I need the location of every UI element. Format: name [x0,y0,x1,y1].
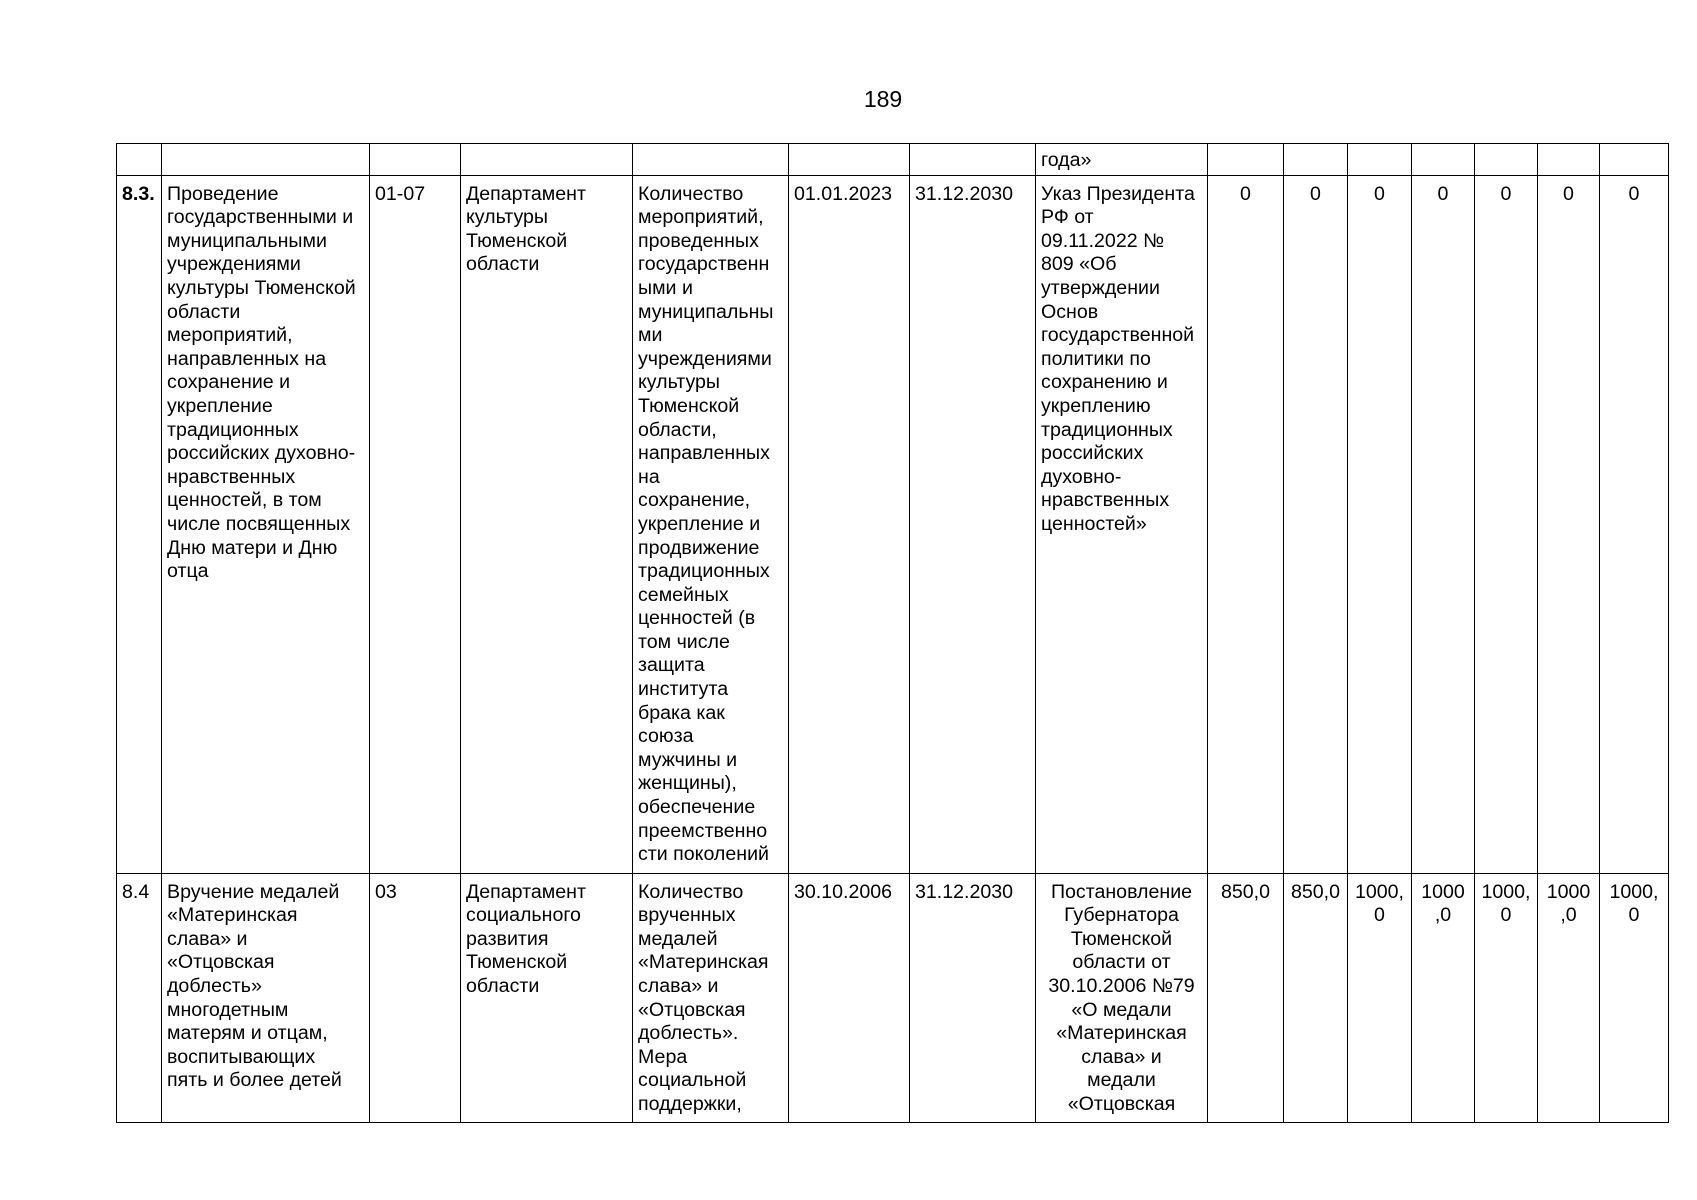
cell-indicator: Количество мероприятий, проведенных государственн ыми и муниципальны ми учреждениями культуры Тюменской области, направленных на сохранение, укрепление и продвижение традиционных семейных ценностей (в том числе защита института брака как союза мужчины и женщины), обеспечение преемственно сти поколений [633,175,789,873]
table-row-8-4 [117,873,1669,1122]
cell-value: 1000, 0 [1475,873,1538,1122]
cell-end-date: 31.12.2030 [910,873,1036,1122]
cell-start-date [789,144,910,176]
table-row-8-3 [117,175,1669,873]
cell-code [370,144,461,176]
cell-value: 0 [1412,175,1475,873]
cell-name: Проведение государственными и муниципальными учреждениями культуры Тюменской области мероприятий, направленных на сохранение и укрепление традиционных российских духовно- нравственных ценностей, в том числе посвященных Дню матери и Дню отца [162,175,370,873]
cell-value: 1000 ,0 [1538,873,1600,1122]
cell-legal-basis: года» [1036,144,1208,176]
cell-value [1208,144,1284,176]
cell-executor: Департамент культуры Тюменской области [461,175,633,873]
cell-code: 01-07 [370,175,461,873]
cell-value: 850,0 [1284,873,1348,1122]
cell-code: 03 [370,873,461,1122]
cell-value: 0 [1208,175,1284,873]
cell-value: 1000, 0 [1348,873,1412,1122]
cell-value: 1000 ,0 [1412,873,1475,1122]
cell-name [162,144,370,176]
cell-value: 0 [1475,175,1538,873]
cell-value: 0 [1348,175,1412,873]
cell-end-date [910,144,1036,176]
cell-legal-basis: Указ Президента РФ от 09.11.2022 № 809 «Об утверждении Основ государственной политики по сохранению и укреплению традиционных российских духовно- нравственных ценностей» [1036,175,1208,873]
cell-value: 0 [1284,175,1348,873]
cell-number: 8.4 [117,873,162,1122]
cell-value [1538,144,1600,176]
cell-name: Вручение медалей «Материнская слава» и «Отцовская доблесть» многодетным матерям и отцам, воспитывающих пять и более детей [162,873,370,1122]
cell-start-date: 01.01.2023 [789,175,910,873]
cell-start-date: 30.10.2006 [789,873,910,1122]
cell-legal-basis: Постановление Губернатора Тюменской области от 30.10.2006 №79 «О медали «Материнская слава» и медали «Отцовская [1036,873,1208,1122]
cell-indicator: Количество врученных медалей «Материнская слава» и «Отцовская доблесть». Мера социальной поддержки, [633,873,789,1122]
program-activities-table [116,143,1669,1123]
cell-value: 0 [1600,175,1669,873]
cell-value [1284,144,1348,176]
cell-value [1600,144,1669,176]
cell-value: 0 [1538,175,1600,873]
cell-value: 1000, 0 [1600,873,1669,1122]
cell-indicator [633,144,789,176]
page-number: 189 [863,86,903,112]
cell-executor: Департамент социального развития Тюменской области [461,873,633,1122]
cell-number: 8.3. [117,175,162,873]
cell-end-date: 31.12.2030 [910,175,1036,873]
cell-executor [461,144,633,176]
table-row-continuation [117,144,1669,176]
cell-value [1412,144,1475,176]
cell-value [1475,144,1538,176]
cell-value: 850,0 [1208,873,1284,1122]
cell-value [1348,144,1412,176]
cell-number [117,144,162,176]
